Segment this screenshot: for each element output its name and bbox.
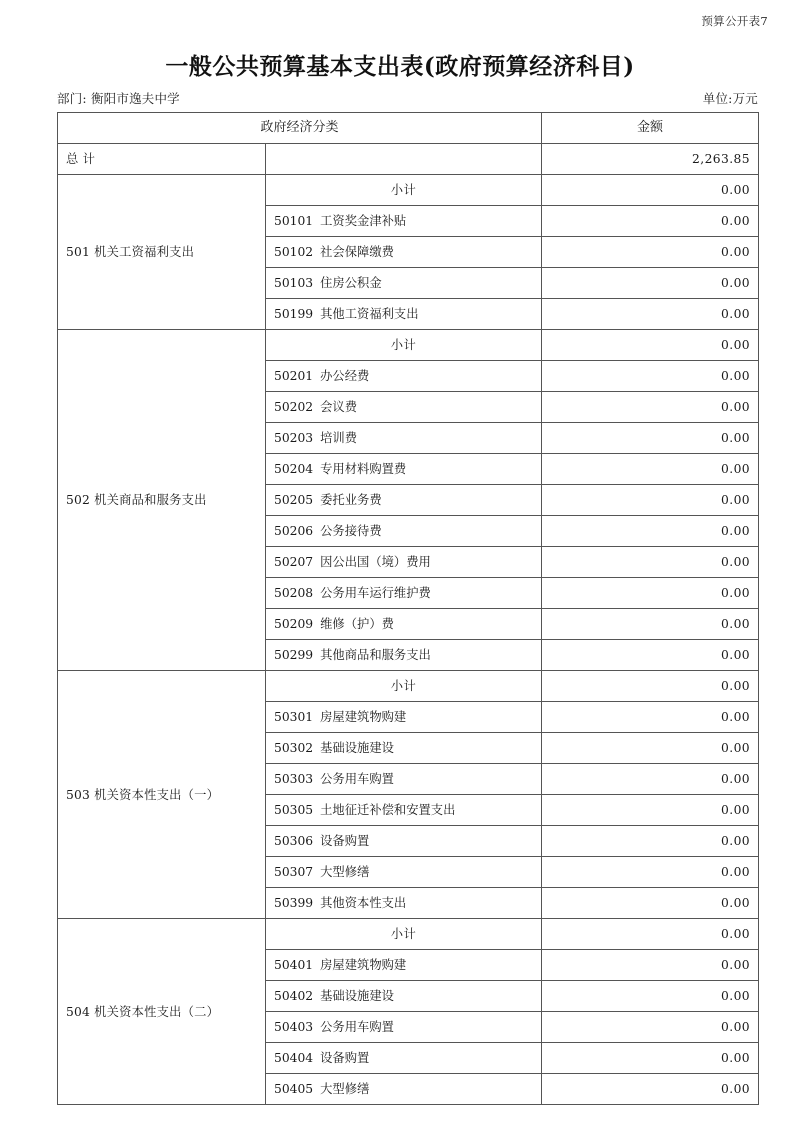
item-cell <box>266 981 542 1012</box>
item-amount: 0.00 <box>542 702 759 733</box>
item-cell <box>266 857 542 888</box>
item-amount: 0.00 <box>542 454 759 485</box>
department-label: 部门: 衡阳市逸夫中学 <box>57 91 180 106</box>
item-amount: 0.00 <box>542 826 759 857</box>
item-code: 50401 <box>274 958 314 972</box>
item-amount: 0.00 <box>542 857 759 888</box>
column-header-amount: 金额 <box>542 113 759 144</box>
item-code: 50102 <box>274 245 314 259</box>
subtotal-amount: 0.00 <box>542 330 759 361</box>
item-name: 会议费 <box>320 400 358 414</box>
item-name: 房屋建筑物购建 <box>320 958 407 972</box>
item-cell <box>266 1074 542 1105</box>
item-name: 专用材料购置费 <box>320 462 407 476</box>
item-amount: 0.00 <box>542 764 759 795</box>
item-cell <box>266 1012 542 1043</box>
item-amount: 0.00 <box>542 733 759 764</box>
item-name: 大型修缮 <box>320 1082 370 1096</box>
item-name: 因公出国（境）费用 <box>320 555 431 569</box>
item-amount: 0.00 <box>542 361 759 392</box>
item-name: 基础设施建设 <box>320 741 394 755</box>
item-code: 50302 <box>274 741 314 755</box>
subtotal-amount: 0.00 <box>542 919 759 950</box>
column-header-category: 政府经济分类 <box>58 113 542 144</box>
item-name: 房屋建筑物购建 <box>320 710 407 724</box>
item-cell <box>266 888 542 919</box>
item-cell <box>266 1043 542 1074</box>
item-cell <box>266 578 542 609</box>
item-name: 其他工资福利支出 <box>320 307 419 321</box>
item-cell <box>266 826 542 857</box>
item-amount: 0.00 <box>542 206 759 237</box>
item-amount: 0.00 <box>542 888 759 919</box>
page-title: 一般公共预算基本支出表(政府预算经济科目) <box>165 53 635 80</box>
table-body <box>58 144 759 1105</box>
item-cell <box>266 237 542 268</box>
item-cell <box>266 640 542 671</box>
category-cell-3: 504 机关资本性支出（二） <box>58 919 266 1105</box>
item-code: 50205 <box>274 493 314 507</box>
subtotal-label: 小计 <box>266 919 542 950</box>
item-code: 50199 <box>274 307 314 321</box>
item-code: 50202 <box>274 400 314 414</box>
category-cell-2: 503 机关资本性支出（一） <box>58 671 266 919</box>
item-code: 50307 <box>274 865 314 879</box>
item-amount: 0.00 <box>542 392 759 423</box>
subtotal-amount: 0.00 <box>542 175 759 206</box>
item-cell <box>266 423 542 454</box>
item-name: 社会保障缴费 <box>320 245 394 259</box>
subtotal-label: 小计 <box>266 330 542 361</box>
budget-table <box>57 112 759 1105</box>
item-name: 住房公积金 <box>320 276 382 290</box>
unit-label: 单位:万元 <box>702 91 758 106</box>
item-amount: 0.00 <box>542 237 759 268</box>
item-amount: 0.00 <box>542 578 759 609</box>
table-row-total <box>58 144 759 175</box>
item-code: 50305 <box>274 803 314 817</box>
item-code: 50399 <box>274 896 314 910</box>
item-cell <box>266 702 542 733</box>
table-header-row <box>58 113 759 144</box>
category-cell-1: 502 机关商品和服务支出 <box>58 330 266 671</box>
item-name: 设备购置 <box>320 834 370 848</box>
total-item-cell <box>266 144 542 175</box>
item-name: 公务用车购置 <box>320 772 394 786</box>
item-cell <box>266 609 542 640</box>
item-amount: 0.00 <box>542 547 759 578</box>
item-cell <box>266 268 542 299</box>
item-cell <box>266 764 542 795</box>
item-amount: 0.00 <box>542 1012 759 1043</box>
item-code: 50103 <box>274 276 314 290</box>
item-cell <box>266 454 542 485</box>
item-code: 50402 <box>274 989 314 1003</box>
item-code: 50303 <box>274 772 314 786</box>
item-cell <box>266 361 542 392</box>
item-amount: 0.00 <box>542 516 759 547</box>
table-head <box>58 113 759 144</box>
item-name: 基础设施建设 <box>320 989 394 1003</box>
item-cell <box>266 516 542 547</box>
item-amount: 0.00 <box>542 423 759 454</box>
total-label: 总 计 <box>58 144 266 175</box>
item-code: 50207 <box>274 555 314 569</box>
item-code: 50208 <box>274 586 314 600</box>
table-row-subtotal <box>58 919 759 950</box>
item-amount: 0.00 <box>542 950 759 981</box>
subtotal-amount: 0.00 <box>542 671 759 702</box>
item-cell <box>266 733 542 764</box>
table-row-subtotal <box>58 330 759 361</box>
item-cell <box>266 485 542 516</box>
table-row-subtotal <box>58 175 759 206</box>
table-row-subtotal <box>58 671 759 702</box>
category-cell-0: 501 机关工资福利支出 <box>58 175 266 330</box>
item-cell <box>266 950 542 981</box>
item-amount: 0.00 <box>542 299 759 330</box>
item-cell <box>266 547 542 578</box>
item-name: 委托业务费 <box>320 493 382 507</box>
item-name: 公务接待费 <box>320 524 382 538</box>
item-code: 50306 <box>274 834 314 848</box>
item-amount: 0.00 <box>542 1074 759 1105</box>
item-code: 50203 <box>274 431 314 445</box>
item-amount: 0.00 <box>542 1043 759 1074</box>
item-amount: 0.00 <box>542 268 759 299</box>
item-code: 50299 <box>274 648 314 662</box>
item-code: 50403 <box>274 1020 314 1034</box>
item-amount: 0.00 <box>542 609 759 640</box>
item-code: 50405 <box>274 1082 314 1096</box>
item-name: 培训费 <box>320 431 358 445</box>
item-code: 50201 <box>274 369 314 383</box>
item-amount: 0.00 <box>542 485 759 516</box>
item-name: 工资奖金津补贴 <box>320 214 407 228</box>
item-name: 公务用车购置 <box>320 1020 394 1034</box>
item-amount: 0.00 <box>542 795 759 826</box>
item-cell <box>266 206 542 237</box>
item-code: 50206 <box>274 524 314 538</box>
item-code: 50101 <box>274 214 314 228</box>
item-name: 设备购置 <box>320 1051 370 1065</box>
meta-row <box>57 89 758 107</box>
item-code: 50204 <box>274 462 314 476</box>
item-cell <box>266 392 542 423</box>
item-amount: 0.00 <box>542 640 759 671</box>
item-name: 大型修缮 <box>320 865 370 879</box>
item-code: 50209 <box>274 617 314 631</box>
total-amount: 2,263.85 <box>542 144 759 175</box>
item-name: 公务用车运行维护费 <box>320 586 431 600</box>
budget-table-wrapper <box>57 112 758 1105</box>
subtotal-label: 小计 <box>266 671 542 702</box>
item-amount: 0.00 <box>542 981 759 1012</box>
item-code: 50404 <box>274 1051 314 1065</box>
item-name: 其他资本性支出 <box>320 896 407 910</box>
item-name: 其他商品和服务支出 <box>320 648 431 662</box>
item-cell <box>266 795 542 826</box>
page-marker: 预算公开表7 <box>701 14 768 28</box>
item-name: 维修（护）费 <box>320 617 394 631</box>
item-code: 50301 <box>274 710 314 724</box>
subtotal-label: 小计 <box>266 175 542 206</box>
item-name: 土地征迁补偿和安置支出 <box>320 803 456 817</box>
item-cell <box>266 299 542 330</box>
item-name: 办公经费 <box>320 369 370 383</box>
